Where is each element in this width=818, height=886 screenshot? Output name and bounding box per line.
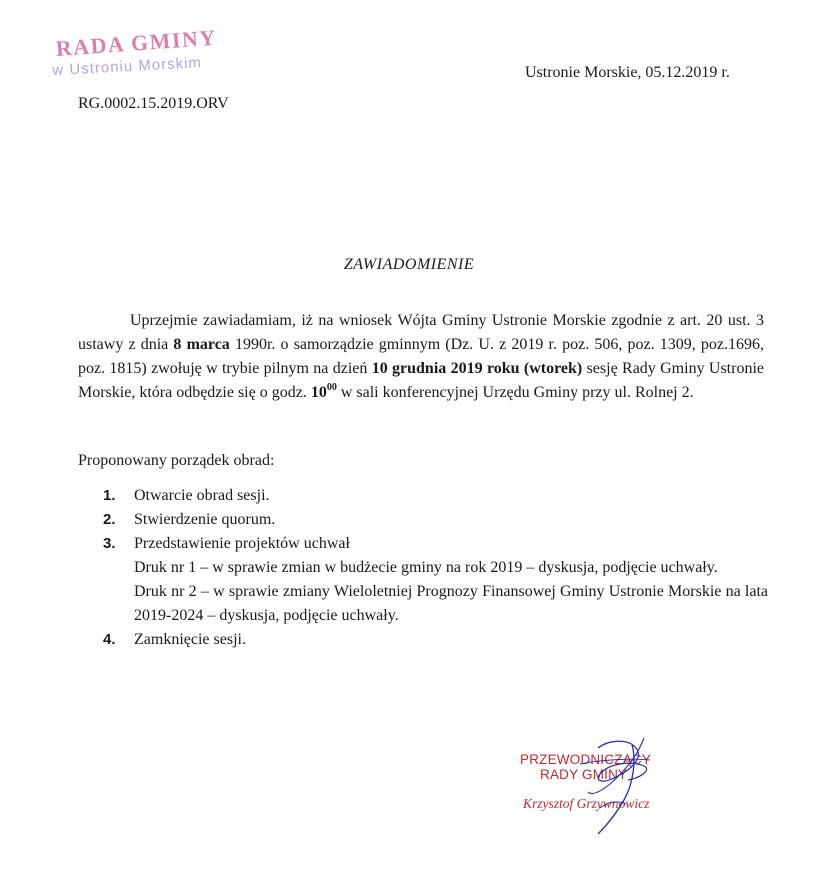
document-title: ZAWIADOMIENIE [343,256,475,273]
agenda-subitem-druk-2: Druk nr 2 – w sprawie zmiany Wieloletniej Prognozy Finansowej Gminy Ustronie Morskie na lata 2019-2024 – dyskusja, podjęcie uchwały. [134,583,768,624]
agenda-subitem-druk-1: Druk nr 1 – w sprawie zmian w budżecie gminy na rok 2019 – dyskusja, podjęcie uchwały. [134,559,718,576]
signature-title: PRZEWODNICZĄCY [520,752,652,767]
body-part-4: w sali konferencyjnej Urzędu Gminy przy ul. Rolnej 2. [336,384,694,401]
notice-body [78,309,764,405]
signatory-name: Krzysztof Grzywnowicz [523,796,650,811]
signature-council: RADY GMINY [540,767,628,782]
session-hour [310,381,337,401]
stamp-line-1: RADA GMINY [55,24,218,61]
agenda-item-text: Przedstawienie projektów uchwał [134,535,350,552]
session-hour-value: 10 [310,384,327,401]
body-date-bold: 8 marca [173,336,230,353]
agenda-item-number: 3. [103,535,116,552]
agenda-item [103,484,768,508]
agenda-intro: Proponowany porządek obrad: [78,452,275,469]
agenda-item-number: 4. [103,631,116,648]
agenda-item [103,532,768,628]
body-part-3: sesję Rady Gminy Ustronie Morskie, która odbędzie się o godz. [78,360,765,401]
reference-number: RG.0002.15.2019.ORV [78,95,229,112]
signature-block [500,730,690,850]
place-and-date: Ustronie Morskie, 05.12.2019 r. [525,64,730,81]
agenda-item [103,628,768,652]
agenda-list [103,484,768,652]
agenda-item [103,508,768,532]
agenda-item-number: 1. [103,487,116,504]
body-part-1: Uprzejmie zawiadamiam, iż na wniosek Wójta Gminy Ustronie Morskie zgodnie z art. 20 ust. 3 ustawy z dnia [78,312,764,353]
body-part-2: 1990r. o samorządzie gminnym (Dz. U. z 2019 r. poz. 506, poz. 1309, poz.1696, poz. 1815) zwołuję w trybie pilnym na dzień [78,336,764,377]
session-date: 10 grudnia 2019 roku (wtorek) [371,360,583,377]
agenda-item-number: 2. [103,511,116,528]
session-minutes: 00 [326,381,337,393]
agenda-item-text: Stwierdzenie quorum. [134,511,276,528]
handwritten-signature-icon [540,730,680,840]
agenda-item-text: Zamknięcie sesji. [134,631,246,648]
stamp-line-2: w Ustroniu Morskim [52,54,203,79]
council-stamp [52,24,252,96]
agenda-item-text: Otwarcie obrad sesji. [134,487,270,504]
